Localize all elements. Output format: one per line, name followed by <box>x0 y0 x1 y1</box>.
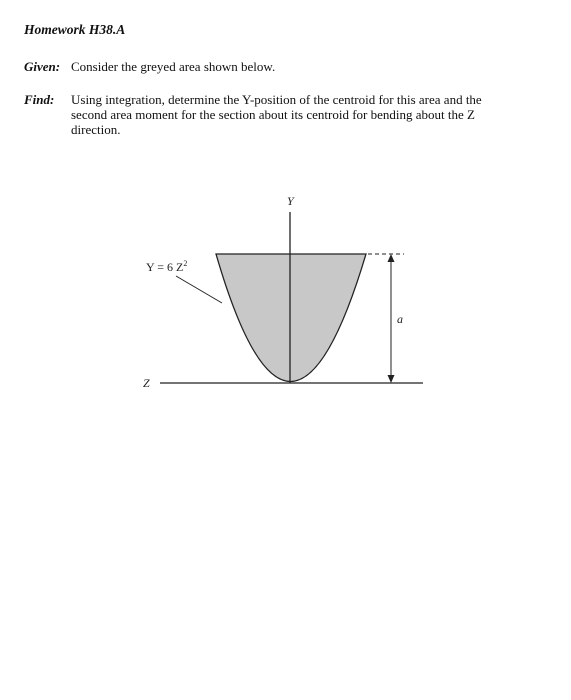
z-axis-label: Z <box>143 376 150 390</box>
find-text-line-3: direction. <box>71 122 121 137</box>
greyed-area <box>216 254 366 382</box>
find-text-line-2: second area moment for the section about its centroid for bending about the Z <box>71 107 475 122</box>
find-text-line-1: Using integration, determine the Y-position of the centroid for this area and the <box>71 92 482 107</box>
curve-leader-line <box>176 276 222 303</box>
curve-equation-label <box>146 259 187 274</box>
height-arrow-top <box>388 254 395 262</box>
height-label: a <box>397 312 403 326</box>
y-axis-label: Y <box>287 194 294 208</box>
curve-equation-exponent: 2 <box>183 259 188 268</box>
given-text: Consider the greyed area shown below. <box>71 59 276 74</box>
given-label: Given: <box>24 59 61 74</box>
homework-title: Homework H38.A <box>24 22 126 37</box>
find-label: Find: <box>24 92 55 107</box>
height-arrow-bottom <box>388 375 395 383</box>
curve-equation-text: Y = 6 Z <box>146 260 184 274</box>
